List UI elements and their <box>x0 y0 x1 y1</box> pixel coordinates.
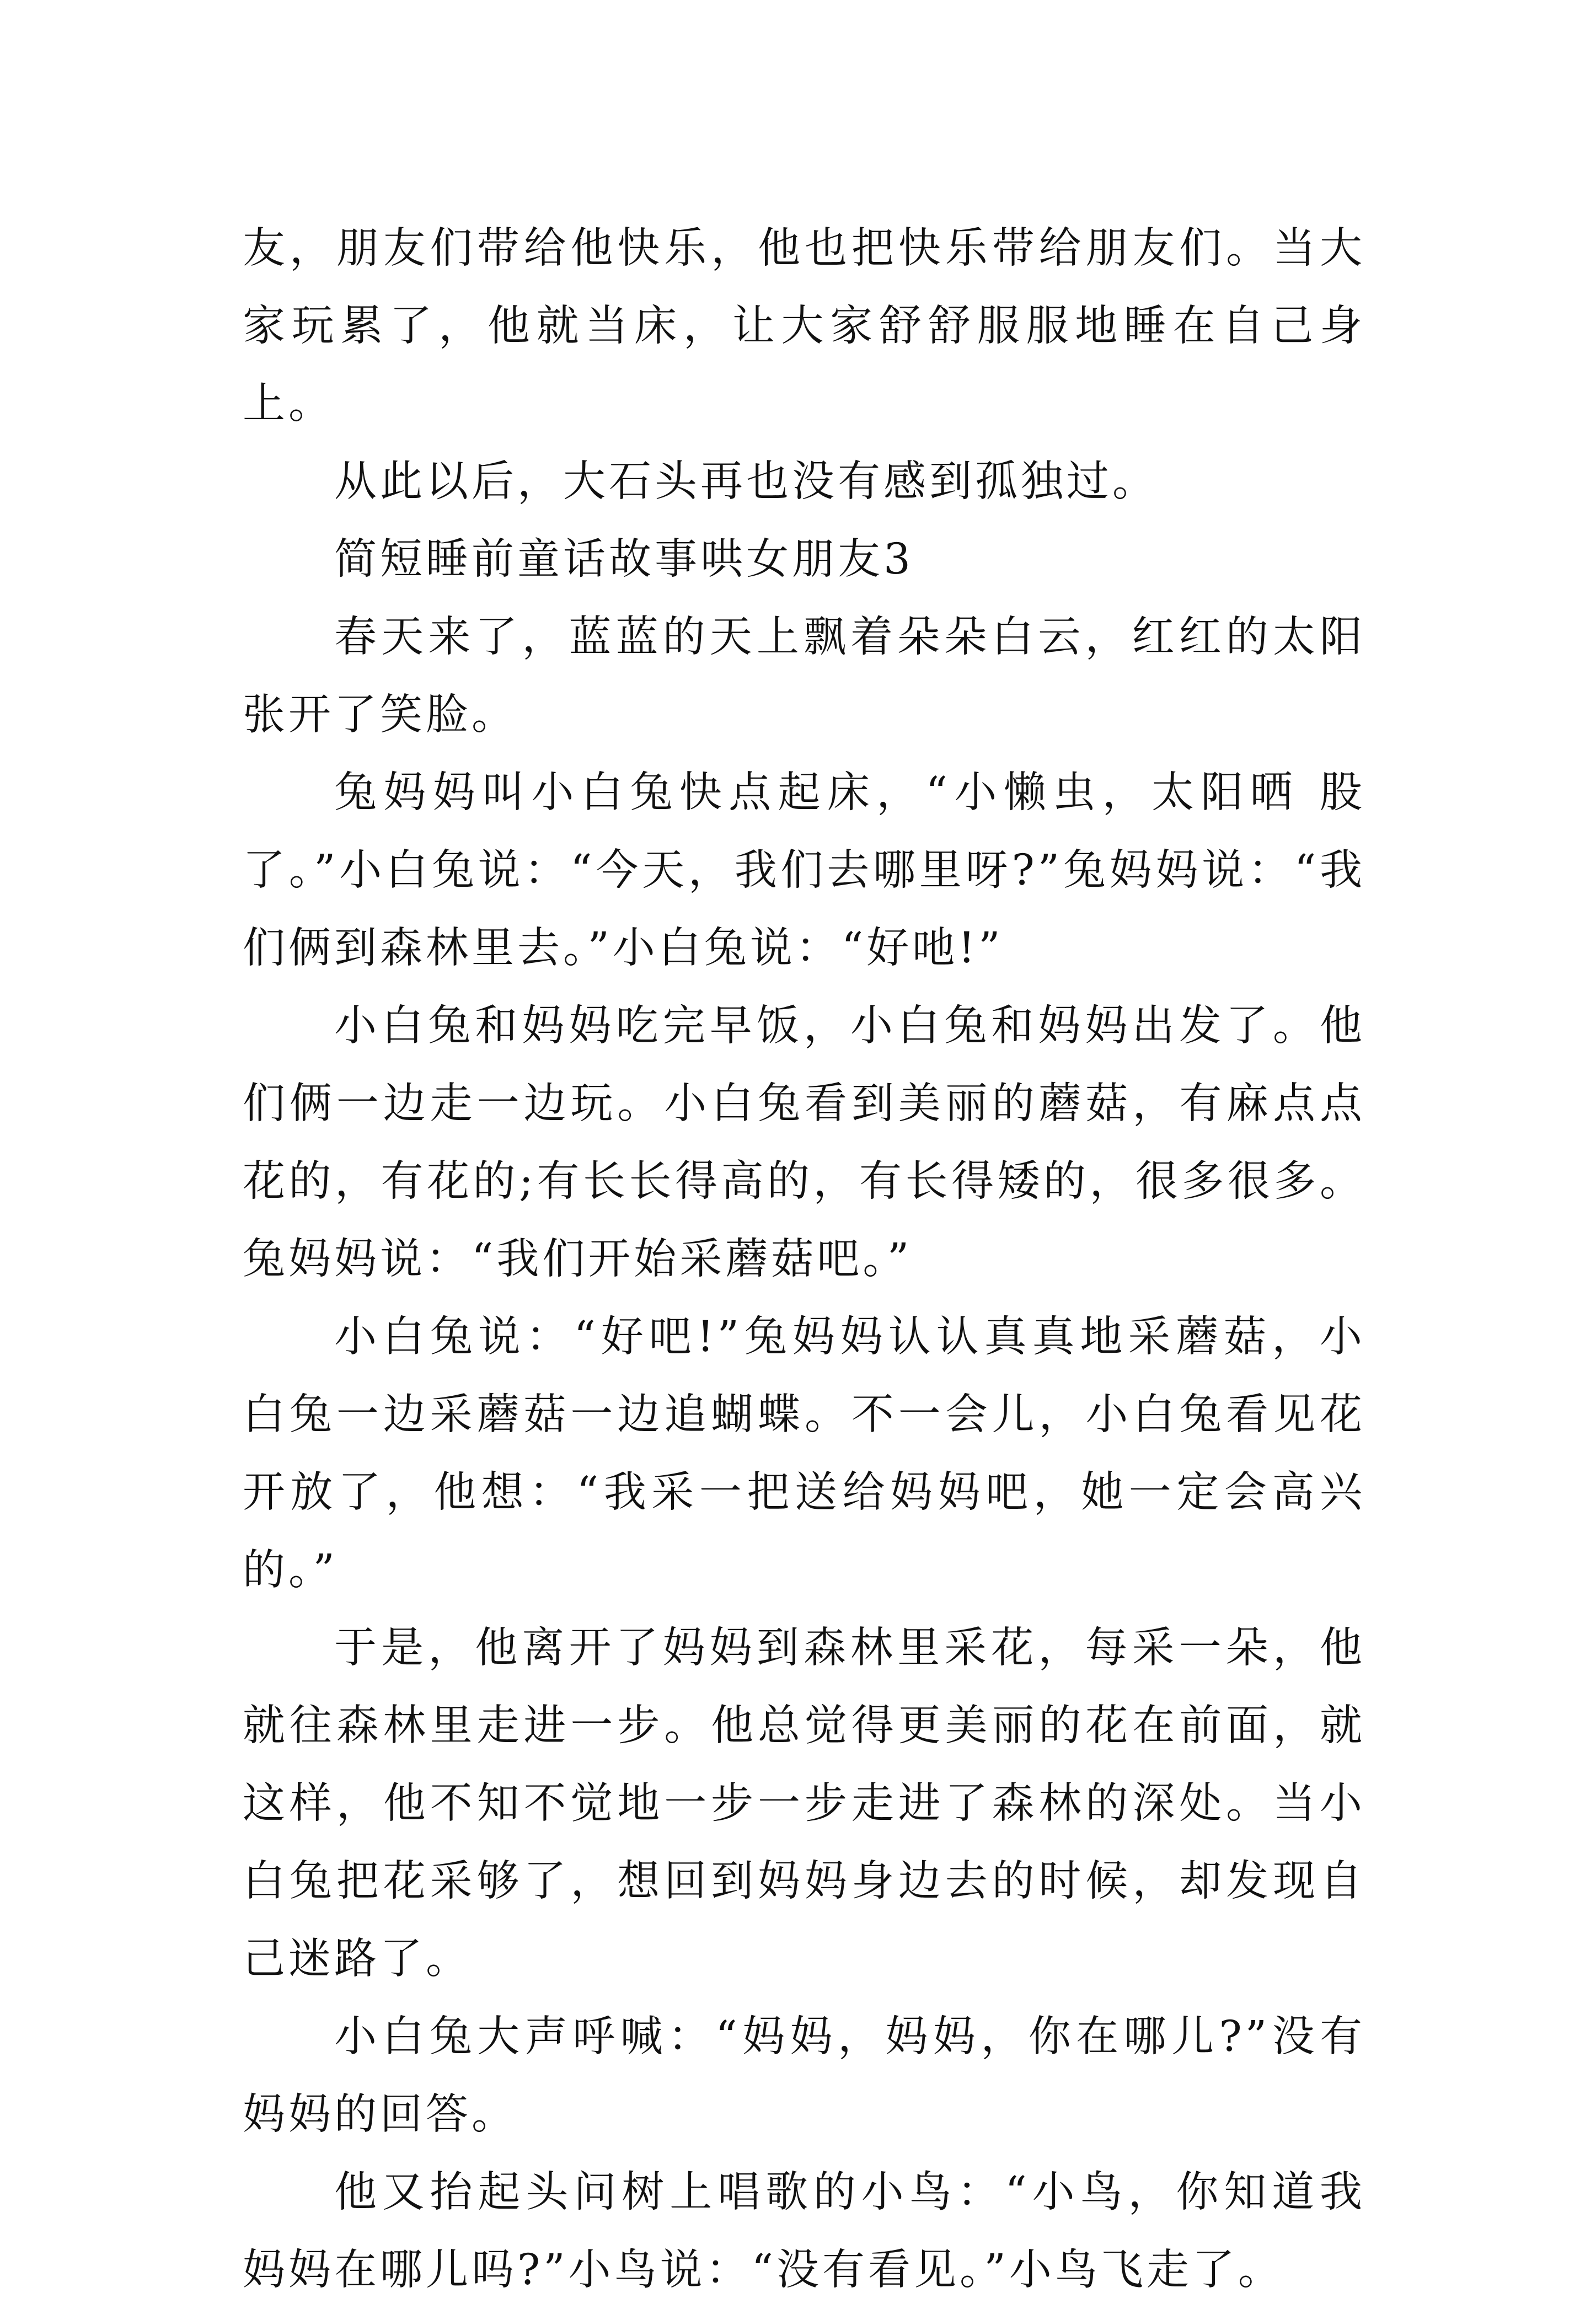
paragraph-10: 他又抬起头问树上唱歌的小鸟：“小鸟，你知道我妈妈在哪儿吗?”小鸟说：“没有看见。”小鸟飞走了。 <box>243 2168 1365 2295</box>
paragraph-6: 小白兔和妈妈吃完早饭，小白兔和妈妈出发了。他们俩一边走一边玩。小白兔看到美丽的蘑菇，有麻点点花的，有花的;有长长得高的，有长得矮的，很多很多。兔妈妈说：“我们开始采蘑菇吧。” <box>243 1001 1365 1284</box>
paragraph-4: 春天来了，蓝蓝的天上飘着朵朵白云，红红的太阳张开了笑脸。 <box>243 613 1365 740</box>
paragraph-9: 小白兔大声呼喊：“妈妈，妈妈，你在哪儿?”没有妈妈的回答。 <box>243 2012 1365 2139</box>
paragraph-8: 于是，他离开了妈妈到森林里采花，每采一朵，他就往森林里走进一步。他总觉得更美丽的花在前面，就这样，他不知不觉地一步一步走进了森林的深处。当小白兔把花采够了，想回到妈妈身边去的时候，却发现自己迷路了。 <box>243 1624 1365 1984</box>
document-body <box>243 210 1365 2309</box>
paragraph-7: 小白兔说：“好吧!”兔妈妈认认真真地采蘑菇，小白兔一边采蘑菇一边追蝴蝶。不一会儿，小白兔看见花开放了，他想：“我采一把送给妈妈吧，她一定会高兴的。” <box>243 1312 1365 1595</box>
paragraph-1: 友，朋友们带给他快乐，他也把快乐带给朋友们。当大家玩累了，他就当床，让大家舒舒服服地睡在自己身上。 <box>243 224 1365 428</box>
section-heading: 简短睡前童话故事哄女朋友3 <box>334 535 914 584</box>
paragraph-5: 兔妈妈叫小白兔快点起床，“小懒虫，太阳晒 股了。”小白兔说：“今天，我们去哪里呀?”兔妈妈说：“我们俩到森林里去。”小白兔说：“好吔!” <box>243 768 1365 973</box>
paragraph-2: 从此以后，大石头再也没有感到孤独过。 <box>334 457 1158 506</box>
